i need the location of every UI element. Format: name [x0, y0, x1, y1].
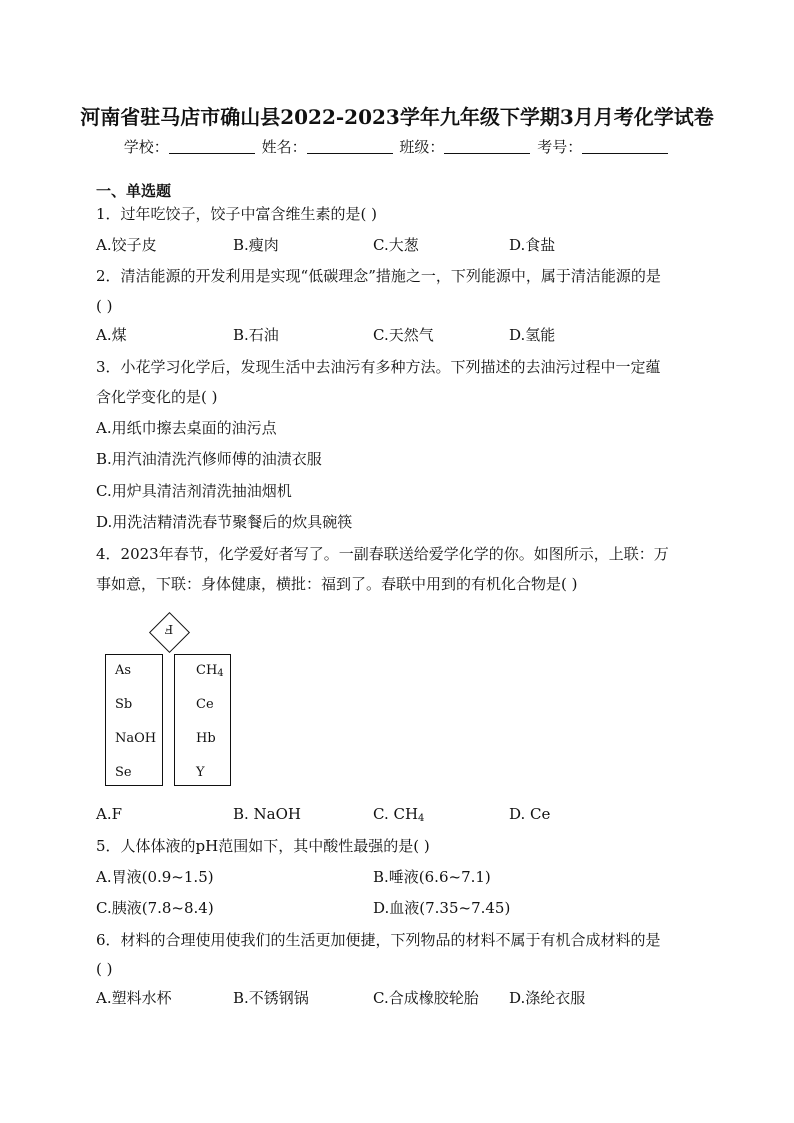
q3-option-a: A.用纸巾擦去桌面的油污点 [96, 419, 277, 437]
section-heading: 一、单选题 [96, 182, 172, 200]
fu-diamond-label: F [164, 622, 174, 636]
question-3-text: 3．小花学习化学后，发现生活中去油污有多种方法。下列描述的去油污过程中一定蕴 [96, 358, 661, 376]
q4-option-c [373, 805, 424, 828]
question-5-text: 5．人体体液的pH范围如下，其中酸性最强的是( ) [96, 837, 430, 855]
q5-option-c: C.胰液(7.8~8.4) [96, 899, 214, 917]
q6-option-b: B.不锈钢锅 [233, 989, 309, 1007]
exam-number-label: 考号： [537, 138, 583, 156]
left-scroll-item: NaOH [115, 731, 157, 746]
q5-option-d: D.血液(7.35~7.45) [373, 899, 511, 917]
question-2-text: 2．清洁能源的开发利用是实现“低碳理念”措施之一，下列能源中，属于清洁能源的是 [96, 267, 661, 285]
right-scroll-item: Ce [196, 697, 214, 712]
student-info-line [0, 136, 794, 157]
right-scroll-subscript: 4 [217, 668, 224, 679]
q4-option-a: A.F [96, 805, 123, 823]
class-blank[interactable] [444, 139, 530, 154]
left-scroll-item: Sb [115, 697, 133, 712]
exam-title: 河南省驻马店市确山县2022-2023学年九年级下学期3月月考化学试卷 [80, 105, 714, 129]
q2-option-b: B.石油 [233, 326, 279, 344]
right-scroll-formula: CH [196, 663, 218, 678]
left-scroll-item: Se [115, 765, 132, 780]
question-6-text-cont: ( ) [96, 960, 113, 978]
question-6-text: 6．材料的合理使用使我们的生活更加便捷，下列物品的材料不属于有机合成材料的是 [96, 931, 661, 949]
q5-option-a: A.胃液(0.9~1.5) [96, 868, 214, 886]
class-label: 班级： [399, 138, 445, 156]
left-scroll-item: As [115, 663, 132, 678]
question-1-text: 1．过年吃饺子，饺子中富含维生素的是( ) [96, 205, 378, 223]
question-4-text: 4．2023年春节，化学爱好者写了。一副春联送给爱学化学的你。如图所示，上联：万 [96, 545, 669, 563]
q4-option-c-subscript: 4 [418, 813, 425, 824]
right-scroll-item: Hb [196, 731, 216, 746]
right-scroll-item [196, 663, 224, 679]
exam-number-blank[interactable] [582, 139, 668, 154]
q4-option-b: B. NaOH [233, 805, 302, 823]
q4-option-c-text: C. CH [373, 805, 419, 823]
right-scroll [174, 654, 231, 786]
q4-option-d: D. Ce [509, 805, 551, 823]
q3-option-d: D.用洗洁精清洗春节聚餐后的炊具碗筷 [96, 513, 353, 531]
school-label: 学校： [123, 138, 169, 156]
q3-option-b: B.用汽油清洗汽修师傅的油渍衣服 [96, 450, 322, 468]
q6-option-d: D.涤纶衣服 [509, 989, 586, 1007]
q1-option-b: B.瘦肉 [233, 236, 279, 254]
q2-option-d: D.氢能 [509, 326, 556, 344]
q1-option-d: D.食盐 [509, 236, 556, 254]
q1-option-a: A.饺子皮 [96, 236, 157, 254]
right-scroll-item: Y [196, 765, 205, 780]
q2-option-a: A.煤 [96, 326, 127, 344]
left-scroll [105, 654, 163, 786]
school-blank[interactable] [169, 139, 255, 154]
q6-option-c: C.合成橡胶轮胎 [373, 989, 479, 1007]
q3-option-c: C.用炉具清洁剂清洗抽油烟机 [96, 482, 292, 500]
q6-option-a: A.塑料水杯 [96, 989, 172, 1007]
question-3-text-cont: 含化学变化的是( ) [96, 388, 218, 406]
q1-option-c: C.大葱 [373, 236, 419, 254]
question-4-text-cont: 事如意，下联：身体健康，横批：福到了。春联中用到的有机化合物是( ) [96, 575, 578, 593]
name-blank[interactable] [307, 139, 393, 154]
q5-option-b: B.唾液(6.6~7.1) [373, 868, 491, 886]
name-label: 姓名： [261, 138, 307, 156]
question-2-text-cont: ( ) [96, 297, 113, 315]
q2-option-c: C.天然气 [373, 326, 434, 344]
